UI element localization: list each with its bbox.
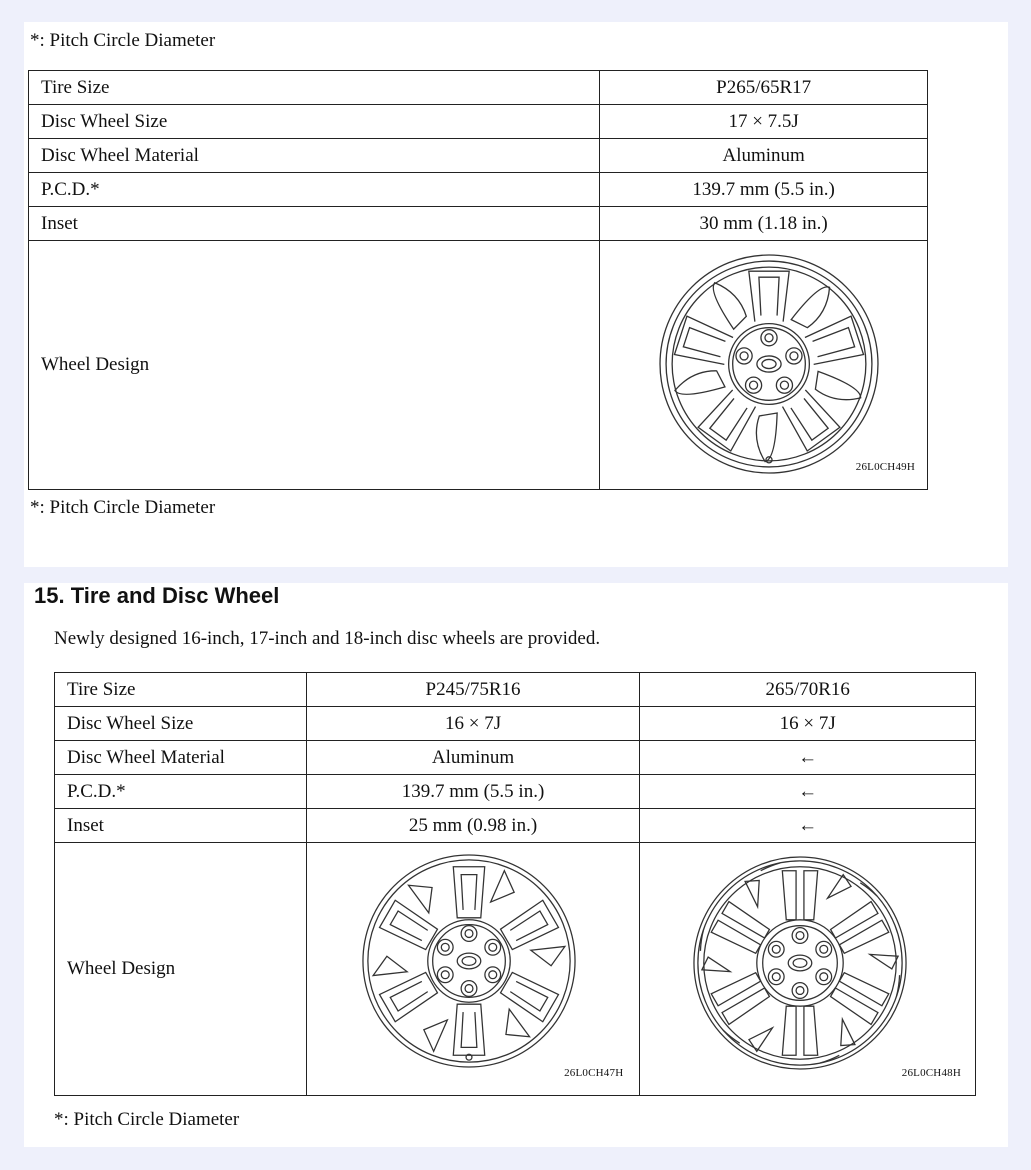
wheel-image-cell-2: [640, 843, 976, 1096]
row-value: 17 × 7.5J: [600, 105, 928, 139]
table-row: [55, 775, 976, 809]
spec-page-2: [24, 583, 1008, 1147]
row-label: Disc Wheel Material: [55, 741, 307, 775]
image-code-label: 26L0CH48H: [901, 1067, 961, 1079]
row-label: Wheel Design: [29, 241, 600, 490]
wheel-image-cell-1: [306, 843, 640, 1096]
row-value-col1: 139.7 mm (5.5 in.): [306, 775, 640, 809]
row-label: Disc Wheel Material: [29, 139, 600, 173]
row-value-col1: P245/75R16: [306, 673, 640, 707]
row-value-col2: ←: [640, 741, 976, 775]
row-label: Disc Wheel Size: [29, 105, 600, 139]
row-value-col2: 265/70R16: [640, 673, 976, 707]
wheel-image-cell: [600, 241, 928, 490]
table-row: [29, 105, 928, 139]
intro-text: Newly designed 16-inch, 17-inch and 18-inch disc wheels are provided.: [54, 628, 601, 649]
row-label: Disc Wheel Size: [55, 707, 307, 741]
row-value: 139.7 mm (5.5 in.): [600, 173, 928, 207]
row-label: Tire Size: [29, 71, 600, 105]
row-label: Wheel Design: [55, 843, 307, 1096]
pcd-footnote-bottom: *: Pitch Circle Diameter: [30, 497, 216, 518]
row-label: Inset: [55, 809, 307, 843]
table-row: [29, 173, 928, 207]
row-label: P.C.D.*: [29, 173, 600, 207]
table-row-wheel-design: [55, 843, 976, 1096]
row-label: Tire Size: [55, 673, 307, 707]
wheel-spec-table-2: [54, 672, 976, 1096]
spec-page-1: [24, 22, 1008, 567]
table-row: [29, 207, 928, 241]
row-value-col2: ←: [640, 809, 976, 843]
row-value-col1: 25 mm (0.98 in.): [306, 809, 640, 843]
table-row: [55, 809, 976, 843]
table-row-wheel-design: [29, 241, 928, 490]
table-row: [55, 707, 976, 741]
table-row: [29, 71, 928, 105]
row-value-col2: ←: [640, 775, 976, 809]
row-value-col1: Aluminum: [306, 741, 640, 775]
row-value-col1: 16 × 7J: [306, 707, 640, 741]
wheel-spec-table-1: [28, 70, 928, 490]
section-heading: 15. Tire and Disc Wheel: [34, 583, 280, 608]
wheel-drawing-6-spoke: [361, 853, 577, 1069]
row-value: 30 mm (1.18 in.): [600, 207, 928, 241]
row-label: P.C.D.*: [55, 775, 307, 809]
wheel-drawing-5-spoke: [658, 253, 880, 475]
row-label: Inset: [29, 207, 600, 241]
table-row: [55, 741, 976, 775]
row-value: Aluminum: [600, 139, 928, 173]
table-row: [29, 139, 928, 173]
image-code-label: 26L0CH49H: [855, 461, 915, 473]
image-code-label: 26L0CH47H: [564, 1067, 624, 1079]
pcd-footnote-top: *: Pitch Circle Diameter: [30, 30, 216, 51]
row-value: P265/65R17: [600, 71, 928, 105]
pcd-footnote-bottom: *: Pitch Circle Diameter: [54, 1109, 240, 1130]
row-value-col2: 16 × 7J: [640, 707, 976, 741]
table-row: [55, 673, 976, 707]
wheel-drawing-split-spoke: [692, 855, 908, 1071]
